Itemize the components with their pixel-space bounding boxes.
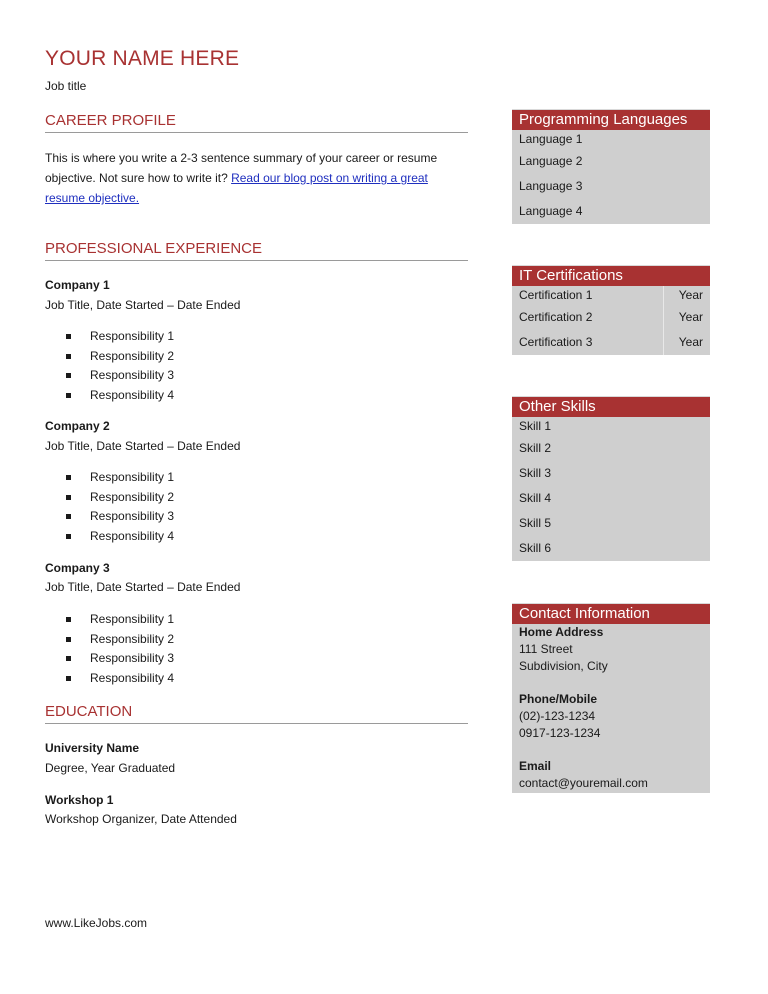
certification-name: Certification 2 (512, 305, 664, 330)
footer-site: www.LikeJobs.com (45, 916, 148, 930)
square-bullet-icon (66, 495, 71, 500)
list-item: Skill 6 (519, 541, 552, 555)
box-heading: Contact Information (512, 603, 710, 624)
list-item: Responsibility 1 (66, 610, 174, 630)
career-summary (45, 148, 465, 208)
square-bullet-icon (66, 373, 71, 378)
list-item: Skill 1 (519, 419, 552, 433)
certification-year: Year (678, 288, 703, 302)
candidate-name: YOUR NAME HERE (45, 47, 240, 70)
list-item: Language 4 (519, 204, 583, 218)
phone-number: (02)-123-1234 (519, 709, 596, 723)
square-bullet-icon (66, 475, 71, 480)
phone-block (512, 675, 710, 742)
contact-info-box (512, 603, 710, 793)
career-summary-text: This is where you write a 2-3 sentence summary of your career or resume objective. Not sure how to write it? (45, 151, 438, 185)
table-row (512, 330, 710, 355)
certification-year: Year (678, 310, 703, 324)
list-item: Responsibility 1 (66, 327, 174, 347)
list-item: Responsibility 4 (66, 386, 174, 406)
square-bullet-icon (66, 534, 71, 539)
responsibility-list (66, 610, 174, 688)
square-bullet-icon (66, 617, 71, 622)
address-label: Home Address (519, 625, 604, 639)
other-skills-box (512, 396, 710, 561)
square-bullet-icon (66, 334, 71, 339)
address-block (512, 624, 710, 675)
responsibility-list (66, 468, 174, 546)
box-heading: Programming Languages (512, 109, 710, 130)
career-profile-heading: CAREER PROFILE (45, 112, 468, 133)
list-item: Responsibility 4 (66, 527, 174, 547)
list-item: Language 1 (519, 132, 583, 146)
company-name: Company 2 (45, 419, 110, 433)
list-item: Skill 4 (519, 491, 552, 505)
job-title: Job title (45, 79, 87, 93)
list-item: Language 3 (519, 179, 583, 193)
responsibility-list (66, 327, 174, 405)
list-item: Responsibility 2 (66, 488, 174, 508)
list-item: Skill 3 (519, 466, 552, 480)
company-name: Company 3 (45, 561, 110, 575)
certification-name: Certification 3 (512, 330, 664, 355)
email-block (512, 742, 710, 792)
square-bullet-icon (66, 676, 71, 681)
list-item: Responsibility 1 (66, 468, 174, 488)
square-bullet-icon (66, 354, 71, 359)
list-item: Language 2 (519, 154, 583, 168)
education-detail: Workshop Organizer, Date Attended (45, 812, 237, 826)
address-line: 111 Street (519, 642, 573, 656)
table-row (512, 286, 710, 305)
certification-name: Certification 1 (512, 286, 664, 305)
list-item: Responsibility 3 (66, 366, 174, 386)
phone-number: 0917-123-1234 (519, 726, 601, 740)
programming-languages-box (512, 109, 710, 224)
list-item: Responsibility 3 (66, 507, 174, 527)
address-line: Subdivision, City (519, 659, 608, 673)
certification-year: Year (678, 335, 703, 349)
list-item: Responsibility 2 (66, 347, 174, 367)
square-bullet-icon (66, 656, 71, 661)
company-name: Company 1 (45, 278, 110, 292)
phone-label: Phone/Mobile (519, 692, 597, 706)
education-title: University Name (45, 741, 140, 755)
list-item: Responsibility 2 (66, 630, 174, 650)
certifications-box (512, 265, 710, 355)
list-item: Skill 2 (519, 441, 552, 455)
education-heading: EDUCATION (45, 703, 468, 724)
square-bullet-icon (66, 514, 71, 519)
email-address: contact@youremail.com (519, 776, 648, 790)
box-heading: Other Skills (512, 396, 710, 417)
list-item: Skill 5 (519, 516, 552, 530)
blog-post-link[interactable]: Read our blog post on writing a great resume objective. (45, 171, 428, 205)
list-item: Responsibility 3 (66, 649, 174, 669)
experience-heading: PROFESSIONAL EXPERIENCE (45, 240, 468, 261)
list-item: Responsibility 4 (66, 669, 174, 689)
box-heading: IT Certifications (512, 265, 710, 286)
email-label: Email (519, 759, 552, 773)
education-title: Workshop 1 (45, 793, 114, 807)
company-job-line: Job Title, Date Started – Date Ended (45, 439, 241, 453)
square-bullet-icon (66, 393, 71, 398)
company-job-line: Job Title, Date Started – Date Ended (45, 298, 241, 312)
company-job-line: Job Title, Date Started – Date Ended (45, 580, 241, 594)
table-row (512, 305, 710, 330)
education-detail: Degree, Year Graduated (45, 761, 176, 775)
square-bullet-icon (66, 637, 71, 642)
